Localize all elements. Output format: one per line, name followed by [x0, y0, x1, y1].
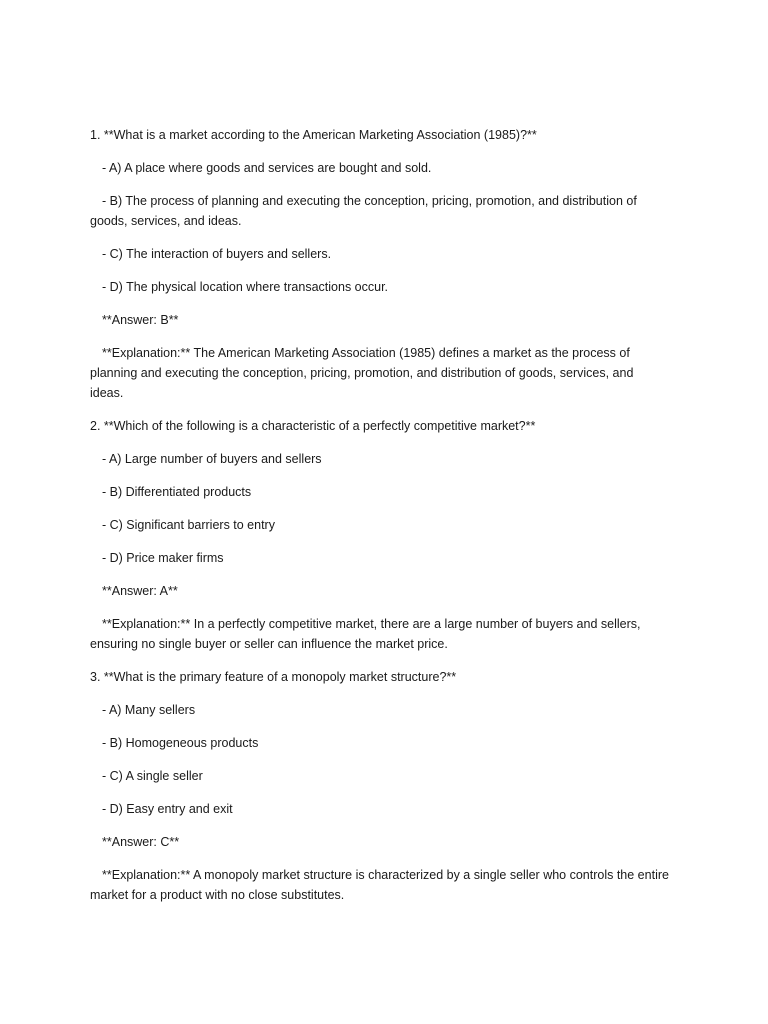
question-2-text: 2. **Which of the following is a characteristic of a perfectly competitive market?**	[90, 419, 536, 433]
question-2-explanation: **Explanation:** In a perfectly competitive market, there are a large number of buyers and sellers, ensuring no single buyer or seller can influence the market price.	[90, 617, 641, 651]
question-1-explanation: **Explanation:** The American Marketing Association (1985) defines a market as the process of planning and executing the conception, pricing, promotion, and distribution of goods, services, and ideas.	[90, 346, 634, 400]
question-3-option-c: - C) A single seller	[102, 769, 203, 783]
question-1-option-d: - D) The physical location where transactions occur.	[102, 280, 389, 294]
question-1-option-c: - C) The interaction of buyers and sellers.	[102, 247, 332, 261]
question-1-option-b: - B) The process of planning and executing the conception, pricing, promotion, and distribution of goods, services, and ideas.	[90, 194, 637, 228]
question-1-answer: **Answer: B**	[102, 313, 179, 327]
question-1-text: 1. **What is a market according to the American Marketing Association (1985)?**	[90, 128, 537, 142]
question-3-option-b: - B) Homogeneous products	[102, 736, 259, 750]
question-1-option-a: - A) A place where goods and services are bought and sold.	[102, 161, 432, 175]
document-body	[90, 125, 670, 918]
question-3-answer: **Answer: C**	[102, 835, 180, 849]
question-2-option-c: - C) Significant barriers to entry	[102, 518, 275, 532]
question-3-option-a: - A) Many sellers	[102, 703, 196, 717]
question-3-explanation: **Explanation:** A monopoly market structure is characterized by a single seller who controls the entire market for a product with no close substitutes.	[90, 868, 669, 902]
question-2-option-d: - D) Price maker firms	[102, 551, 224, 565]
question-2-answer: **Answer: A**	[102, 584, 178, 598]
question-2-option-b: - B) Differentiated products	[102, 485, 252, 499]
question-3-option-d: - D) Easy entry and exit	[102, 802, 233, 816]
question-2-option-a: - A) Large number of buyers and sellers	[102, 452, 322, 466]
question-3-text: 3. **What is the primary feature of a monopoly market structure?**	[90, 670, 457, 684]
